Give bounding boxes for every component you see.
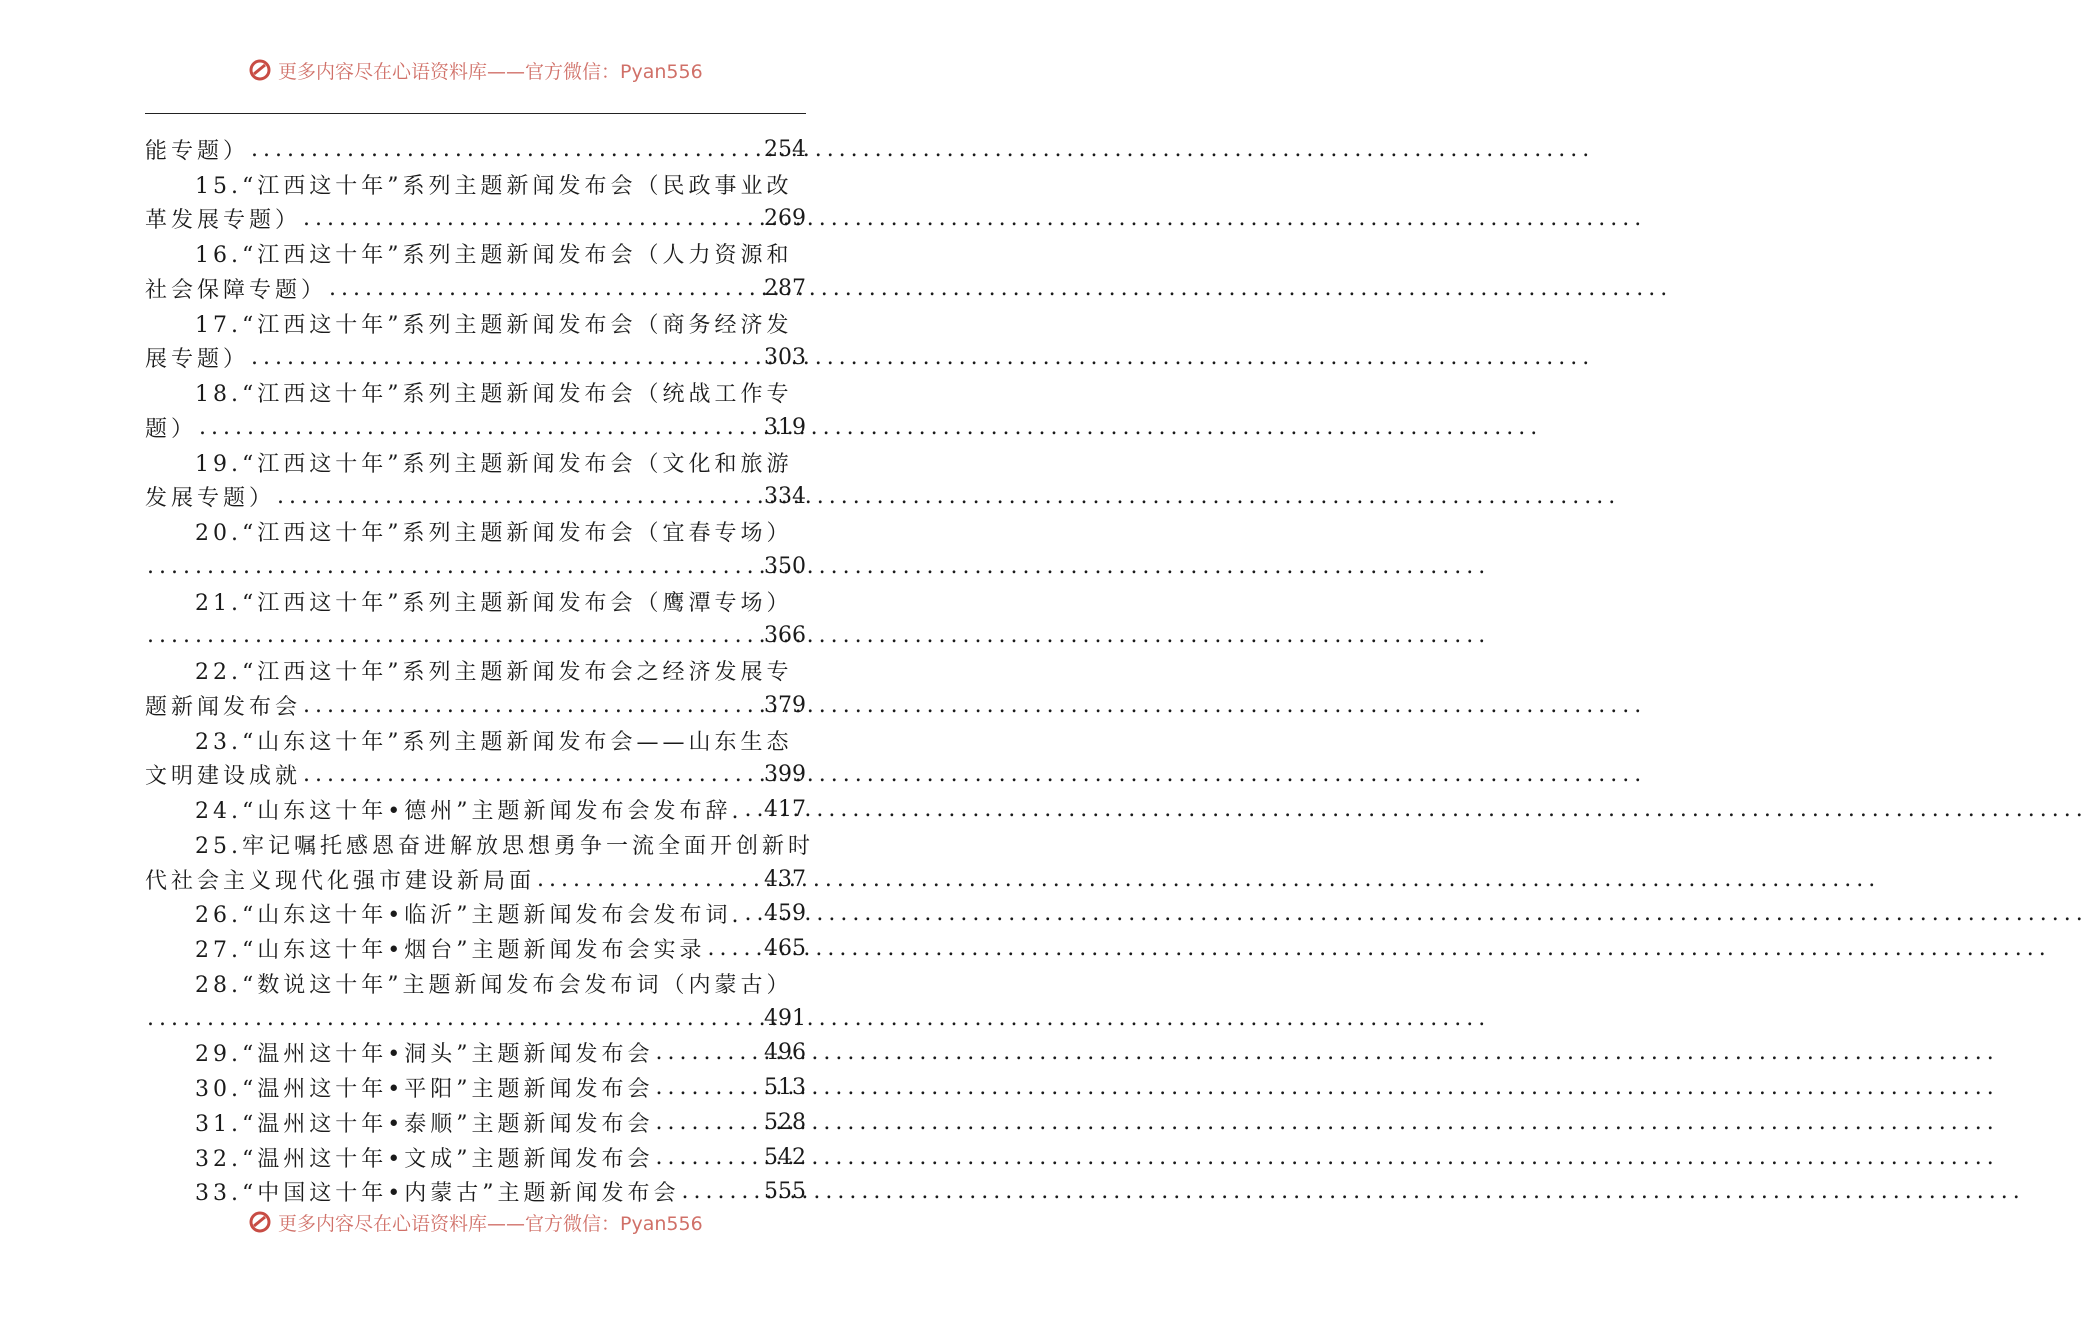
toc-line-text: 22.“江西这十年”系列主题新闻发布会之经济发展专 [195,660,793,686]
watermark-text: 更多内容尽在心语资料库——官方微信：Pyan556 [278,60,703,83]
toc-line-text: 题） [145,416,198,442]
toc-line-text: 24.“山东这十年•德州”主题新闻发布会发布辞. [195,799,743,825]
toc-line-text: 文明建设成就 [145,764,302,790]
toc-line [145,375,806,410]
watermark-header [248,54,703,86]
toc-line-text: 社会保障专题） [145,277,328,303]
toc-line-text: 革发展专题） [145,208,302,234]
toc-line [145,792,806,827]
toc-line [145,236,806,271]
dot-leader [277,484,762,509]
toc-line [145,931,806,966]
logo-icon [248,59,272,81]
toc-line-text: 展专题） [145,347,250,373]
header-divider [145,113,806,114]
toc-page-number: 542 [764,1144,806,1170]
toc-line-text: 19.“江西这十年”系列主题新闻发布会（文化和旅游 [195,451,793,477]
toc-page-number: 350 [764,553,806,579]
toc-line [145,758,806,793]
toc-line [145,341,806,376]
toc-line-text: 能专题） [145,138,250,164]
toc-line-text: 23.“山东这十年”系列主题新闻发布会——山东生态 [195,729,793,755]
toc-line [145,202,806,237]
toc-page-number: 303 [764,345,806,371]
dot-leader [147,623,762,648]
toc-line [145,966,806,1001]
toc-line-text: 20.“江西这十年”系列主题新闻发布会（宜春专场） [195,521,793,547]
toc-line [145,688,806,723]
watermark-text: 更多内容尽在心语资料库——官方微信：Pyan556 [278,1212,703,1235]
toc-line [145,619,806,654]
toc-line-text: 26.“山东这十年•临沂”主题新闻发布会发布词. [195,903,743,929]
toc-line-text: 15.“江西这十年”系列主题新闻发布会（民政事业改 [195,173,793,199]
toc-line [145,723,806,758]
toc-line [145,1105,806,1140]
toc-page-number: 555 [764,1179,806,1205]
dot-leader [303,762,762,787]
dot-leader [537,867,762,892]
table-of-contents [145,132,814,1209]
dot-leader [744,901,762,926]
toc-page-number: 334 [764,484,806,510]
dot-leader [655,1110,762,1135]
toc-line [145,862,806,897]
toc-line [145,1140,806,1175]
toc-page-number: 513 [764,1075,806,1101]
toc-line [145,897,806,932]
toc-page-number: 417 [764,797,806,823]
dot-leader [303,693,762,718]
toc-line-text: 16.“江西这十年”系列主题新闻发布会（人力资源和 [195,243,793,269]
dot-leader [147,554,762,579]
toc-line [145,1001,806,1036]
dot-leader [329,276,762,301]
toc-line-text: 18.“江西这十年”系列主题新闻发布会（统战工作专 [195,382,793,408]
dot-leader [199,415,762,440]
toc-page-number: 496 [764,1040,806,1066]
toc-page-number: 269 [764,206,806,232]
toc-line [145,132,806,167]
dot-leader [655,1145,762,1170]
dot-leader [303,206,762,231]
toc-page-number: 465 [764,936,806,962]
toc-line [145,1175,806,1210]
dot-leader [251,345,762,370]
toc-page-number: 254 [764,136,806,162]
toc-line [145,1036,806,1071]
toc-line-text: 30.“温州这十年•平阳”主题新闻发布会 [195,1077,654,1103]
dot-leader [251,137,762,162]
toc-line-text: 31.“温州这十年•泰顺”主题新闻发布会 [195,1111,654,1137]
toc-page-number: 491 [764,1005,806,1031]
toc-line [145,306,806,341]
toc-line [145,410,806,445]
dot-leader [707,936,762,961]
toc-line-text: 27.“山东这十年•烟台”主题新闻发布会实录 [195,938,706,964]
toc-line [145,549,806,584]
toc-line-text: 21.“江西这十年”系列主题新闻发布会（鹰潭专场） [195,590,793,616]
toc-line [145,514,806,549]
toc-line-text: 25.牢记嘱托感恩奋进解放思想勇争一流全面开创新时 [195,833,814,859]
dot-leader [147,1006,762,1031]
toc-line [145,827,814,862]
toc-page-number: 459 [764,901,806,927]
dot-leader [655,1040,762,1065]
dot-leader [681,1179,762,1204]
toc-line-text: 33.“中国这十年•内蒙古”主题新闻发布会 [195,1181,680,1207]
toc-line [145,271,806,306]
toc-page-number: 287 [764,275,806,301]
toc-page-number: 366 [764,623,806,649]
dot-leader [655,1075,762,1100]
toc-line-text: 29.“温州这十年•洞头”主题新闻发布会 [195,1042,654,1068]
toc-line [145,167,806,202]
toc-line [145,584,806,619]
toc-line-text: 题新闻发布会 [145,694,302,720]
toc-page-number: 319 [764,414,806,440]
toc-page-number: 379 [764,692,806,718]
dot-leader [744,797,762,822]
toc-line [145,653,806,688]
toc-page-number: 437 [764,866,806,892]
toc-line-text: 17.“江西这十年”系列主题新闻发布会（商务经济发 [195,312,793,338]
toc-line [145,480,806,515]
toc-line-text: 代社会主义现代化强市建设新局面 [145,868,536,894]
toc-line-text: 28.“数说这十年”主题新闻发布会发布词（内蒙古） [195,972,793,998]
logo-icon [248,1211,272,1233]
toc-line [145,1070,806,1105]
watermark-footer [248,1206,703,1238]
toc-line-text: 发展专题） [145,486,276,512]
toc-line [145,445,806,480]
toc-line-text: 32.“温州这十年•文成”主题新闻发布会 [195,1146,654,1172]
toc-page-number: 528 [764,1109,806,1135]
toc-page-number: 399 [764,762,806,788]
